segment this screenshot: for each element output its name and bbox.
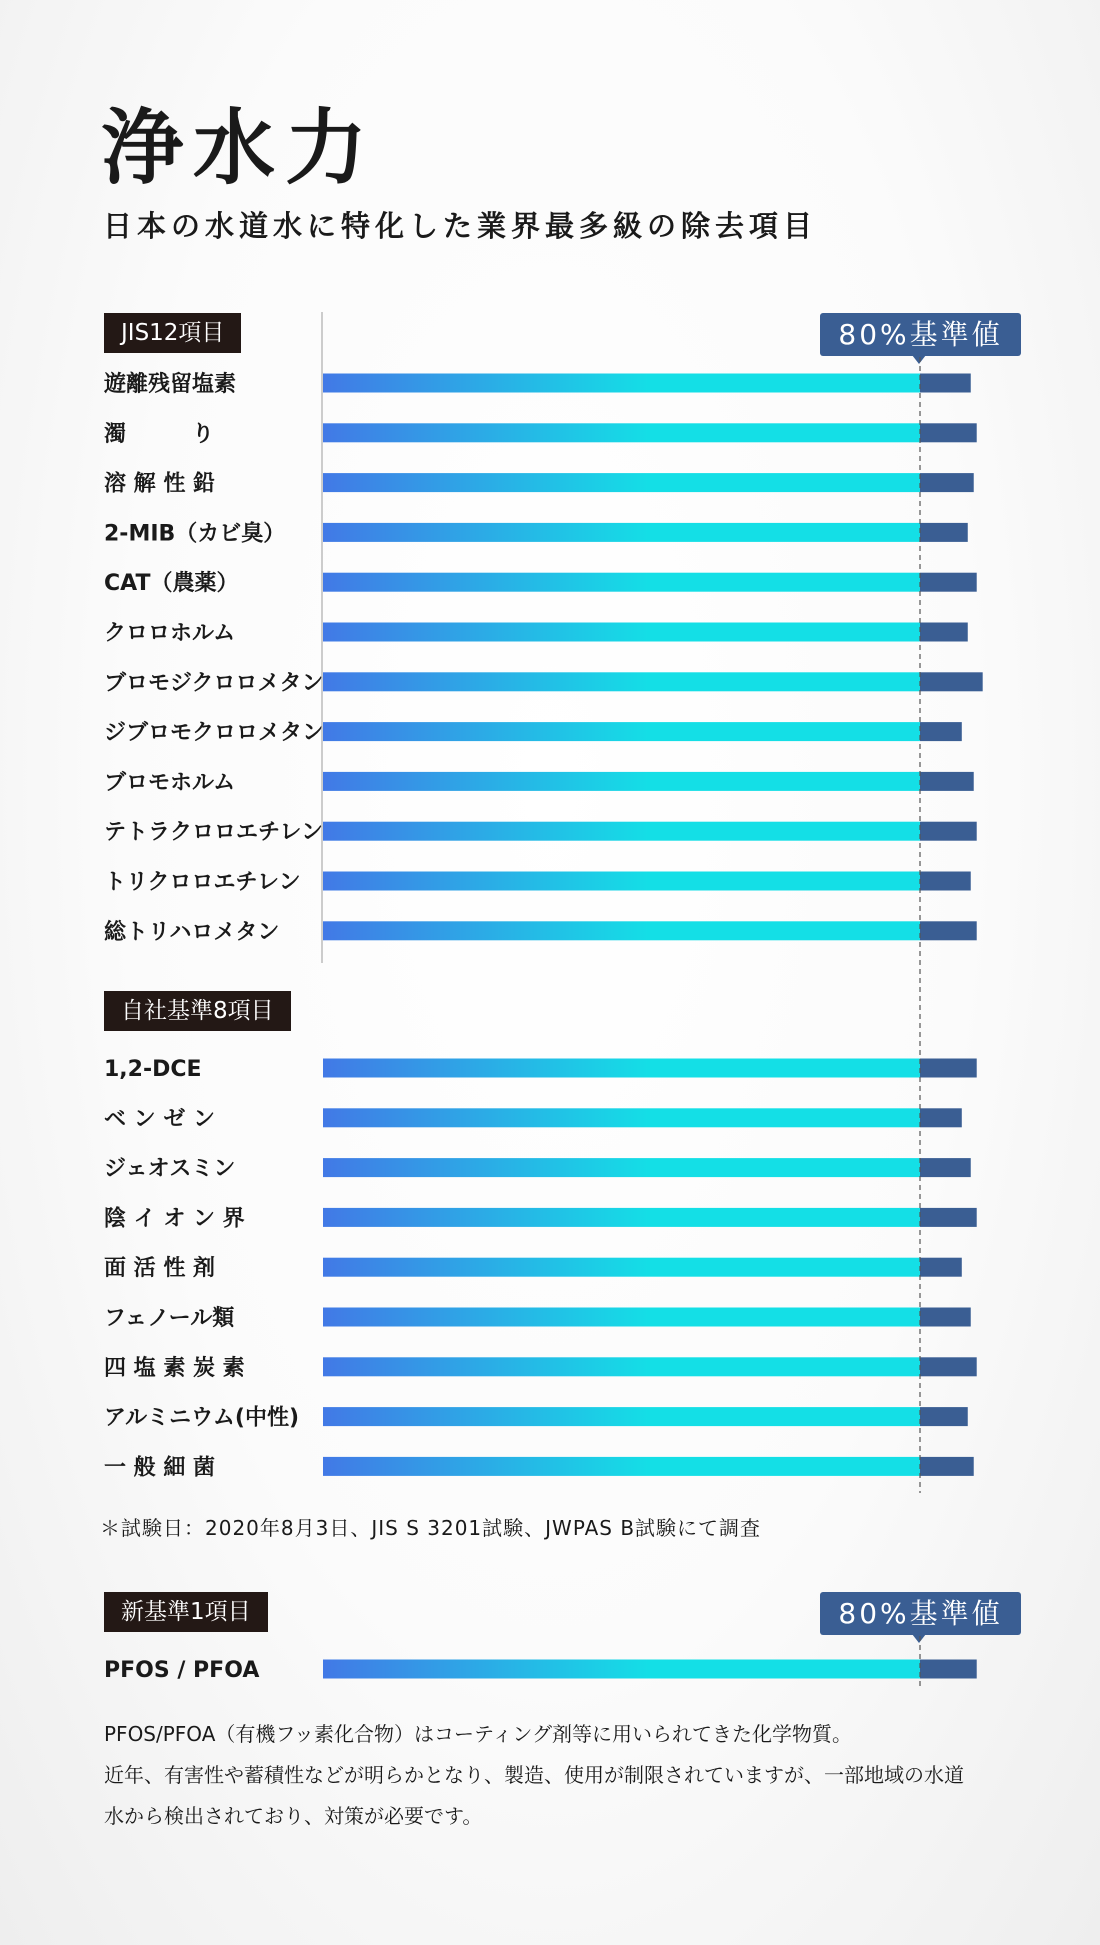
bar-above-reference <box>920 1108 962 1127</box>
bar-below-reference <box>323 1660 920 1679</box>
description-line: PFOS/PFOA（有機フッ素化合物）はコーティング剤等に用いられてきた化学物質。 <box>104 1722 852 1746</box>
bar-above-reference <box>920 623 968 642</box>
bar-below-reference <box>323 921 920 940</box>
bar-below-reference <box>323 1357 920 1376</box>
section-tag-new: 新基準1項目 <box>104 1592 268 1632</box>
bar-above-reference <box>920 1258 962 1277</box>
section-tag-company: 自社基準8項目 <box>104 991 291 1031</box>
category-label: ジブロモクロロメタン <box>104 720 325 746</box>
bar-below-reference <box>323 722 920 741</box>
bar-above-reference <box>920 374 971 393</box>
category-label: 遊離残留塩素 <box>104 372 237 397</box>
bar-below-reference <box>323 772 920 791</box>
bar-below-reference <box>323 872 920 891</box>
category-label: CAT（農薬） <box>104 571 239 597</box>
bar-above-reference <box>920 1208 977 1227</box>
bar-below-reference <box>323 1108 920 1127</box>
page-title: 浄水力 <box>101 101 378 196</box>
bar-above-reference <box>920 1308 971 1327</box>
bar-above-reference <box>920 672 983 691</box>
bar-above-reference <box>920 1059 977 1078</box>
bar-below-reference <box>323 573 920 592</box>
bar-above-reference <box>920 872 971 891</box>
category-label: アルミニウム(中性) <box>104 1405 300 1431</box>
bar-below-reference <box>323 672 920 691</box>
page-subtitle: 日本の水道水に特化した業界最多級の除去項目 <box>103 209 818 243</box>
category-label: 陰 イ オ ン 界 <box>104 1206 245 1232</box>
pfos-description <box>104 1714 1034 1837</box>
category-label: 2-MIB（カビ臭） <box>104 521 286 547</box>
category-label: ジェオスミン <box>104 1156 236 1182</box>
category-label: 総トリハロメタン <box>104 919 280 945</box>
category-label: テトラクロロエチレン <box>104 820 324 846</box>
reference-badge-label: 80%基準値 <box>838 1597 1003 1630</box>
category-label: 四 塩 素 炭 素 <box>104 1355 245 1381</box>
bar-below-reference <box>323 374 920 393</box>
bar-below-reference <box>323 822 920 841</box>
bar-above-reference <box>920 772 974 791</box>
bar-above-reference <box>920 1457 974 1476</box>
bar-below-reference <box>323 1457 920 1476</box>
category-label: フェノール類 <box>104 1306 235 1331</box>
category-label: ブロモホルム <box>104 770 236 796</box>
category-label: PFOS / PFOA <box>104 1658 260 1683</box>
section-tag-jis: JIS12項目 <box>104 313 241 353</box>
bar-above-reference <box>920 523 968 542</box>
reference-badge-label: 80%基準値 <box>838 318 1003 351</box>
bar-below-reference <box>323 523 920 542</box>
bar-below-reference <box>323 1158 920 1177</box>
category-label: ベ ン ゼ ン <box>104 1106 215 1132</box>
bar-above-reference <box>920 1407 968 1426</box>
bar-above-reference <box>920 423 977 442</box>
bar-below-reference <box>323 473 920 492</box>
category-label: 溶 解 性 鉛 <box>104 471 215 497</box>
category-label: 一 般 細 菌 <box>104 1455 215 1481</box>
category-label: 1,2-DCE <box>104 1057 202 1082</box>
category-label: トリクロロエチレン <box>104 870 301 895</box>
bar-below-reference <box>323 1208 920 1227</box>
bar-above-reference <box>920 921 977 940</box>
description-line: 近年、有害性や蓄積性などが明らかとなり、製造、使用が制限されていますが、一部地域の水道 <box>104 1763 964 1787</box>
bar-above-reference <box>920 573 977 592</box>
bar-above-reference <box>920 722 962 741</box>
bar-above-reference <box>920 822 977 841</box>
bar-above-reference <box>920 473 974 492</box>
category-label: クロロホルム <box>104 621 236 646</box>
bar-below-reference <box>323 1407 920 1426</box>
bar-below-reference <box>323 1308 920 1327</box>
description-line: 水から検出されており、対策が必要です。 <box>104 1804 483 1828</box>
bar-above-reference <box>920 1660 977 1679</box>
bar-below-reference <box>323 1258 920 1277</box>
category-label: 濁 り <box>104 421 215 447</box>
bar-below-reference <box>323 1059 920 1078</box>
category-label: ブロモジクロロメタン <box>104 670 324 696</box>
bar-above-reference <box>920 1357 977 1376</box>
bar-below-reference <box>323 623 920 642</box>
category-label: 面 活 性 剤 <box>104 1256 215 1282</box>
bar-below-reference <box>323 423 920 442</box>
bar-above-reference <box>920 1158 971 1177</box>
test-footnote: ＊試験日：2020年8月3日、JIS S 3201試験、JWPAS B試験にて調査 <box>100 1516 762 1540</box>
